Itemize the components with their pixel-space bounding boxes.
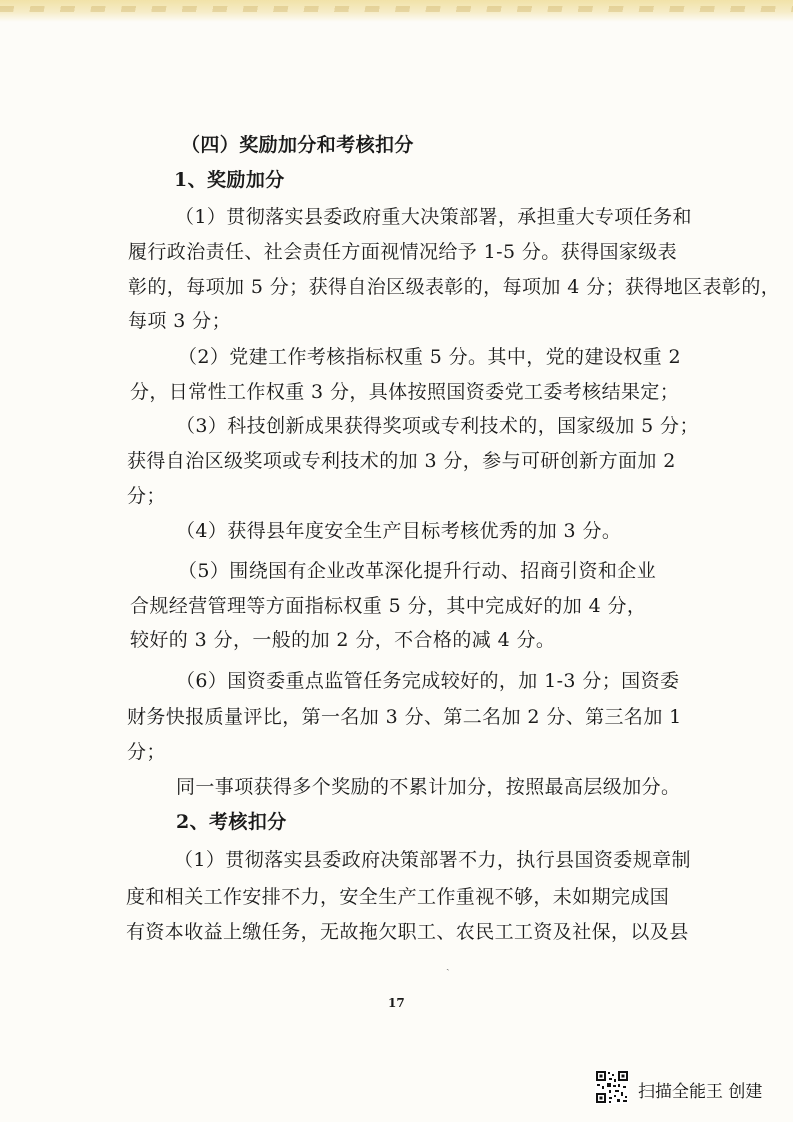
paragraph-line: （5）围绕国有企业改革深化提升行动、招商引资和企业 [178,560,657,582]
paragraph-line: （6）国资委重点监管任务完成较好的，加 1-3 分；国资委 [176,670,680,692]
paragraph-line: 有资本收益上缴任务，无故拖欠职工、农民工工资及社保，以及县 [126,921,689,943]
paragraph-line: 分，日常性工作权重 3 分，具体按照国资委党工委考核结果定； [130,381,680,403]
page-top-edge [0,0,793,22]
paragraph-line: 财务快报质量评比，第一名加 3 分、第二名加 2 分、第三名加 1 [127,706,682,728]
scanner-label: 扫描全能王 创建 [638,1082,763,1102]
paragraph-line: 获得自治区级奖项或专利技术的加 3 分，参与可研创新方面加 2 [127,450,676,472]
paragraph-line: 分； [127,485,166,507]
scanner-watermark [595,1070,775,1110]
paragraph-line: （4）获得县年度安全生产目标考核优秀的加 3 分。 [176,520,622,542]
paragraph-line: 度和相关工作安排不力，安全生产工作重视不够，未如期完成国 [126,886,670,908]
paragraph-line: 分； [127,741,166,763]
qr-code-icon [595,1070,629,1104]
sub-heading-deduction: 2、考核扣分 [176,811,287,833]
paragraph-line: 同一事项获得多个奖励的不累计加分，按照最高层级加分。 [176,776,681,798]
stray-mark: ˏ [446,958,450,971]
paragraph-line: 彰的，每项加 5 分；获得自治区级表彰的，每项加 4 分；获得地区表彰的， [128,276,781,298]
paragraph-line: 较好的 3 分，一般的加 2 分，不合格的减 4 分。 [130,629,556,651]
paragraph-line: （3）科技创新成果获得奖项或专利技术的，国家级加 5 分； [176,415,699,437]
paragraph-line: （2）党建工作考核指标权重 5 分。其中，党的建设权重 2 [178,346,681,368]
paragraph-line: （1）贯彻落实县委政府重大决策部署，承担重大专项任务和 [175,206,692,228]
paragraph-line: （1）贯彻落实县委政府决策部署不力，执行县国资委规章制 [174,849,691,871]
page-number: 17 [388,996,405,1010]
paragraph-line: 履行政治责任、社会责任方面视情况给予 1-5 分。获得国家级表 [128,241,678,263]
section-heading: （四）奖励加分和考核扣分 [181,134,414,156]
paragraph-line: 每项 3 分； [128,310,231,332]
paragraph-line: 合规经营管理等方面指标权重 5 分，其中完成好的加 4 分， [130,595,647,617]
sub-heading-reward: 1、奖励加分 [174,169,285,191]
